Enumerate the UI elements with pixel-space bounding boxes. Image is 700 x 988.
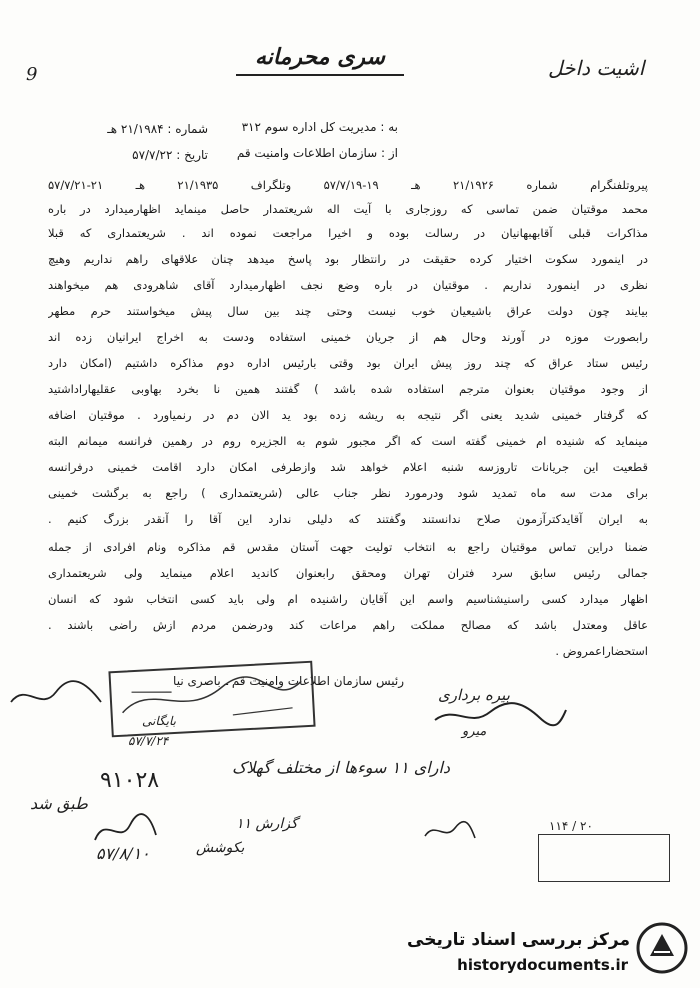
body-line: نظری در اینمورد نداریم . موقتیان در باره وضع نجف اظهارمیدارد آقای شاهرودی هم میخواهند [48, 278, 648, 292]
signature-scribble [430, 700, 570, 730]
body-line: از وجود موقتیان بعنوان مترجم استفاده شده باشد ) گفتند همین نا بخرد بهاوبی عقلیهاراداشتید [48, 382, 648, 396]
box-number: ۲۰ / ۱۱۴ [549, 819, 593, 833]
body-line: استحضاراعمروض . [555, 644, 648, 658]
margin-scribble [6, 672, 106, 722]
body-line: رابصورت موزه در آورند وحال هم از جریان خمینی استفاده ودست به اخراج ایرانیان زده اند [48, 330, 648, 344]
handwritten-note: گزارش ۱۱ [236, 816, 298, 832]
body-line: مینماید که شنیده ام خمینی گفته است که اگر مجبور شوم به الجزیره روم در رهمین فرانسه میمانم البته [48, 434, 648, 448]
stamp-scribble-icon [111, 663, 314, 735]
handwritten-note: بیره برداری [438, 686, 510, 704]
body-line: به ایران آقایدکترآزمون صلاح ندانستند وگفتند که دلیلی ندارد این آقا را آنقدر بزرگ کنیم . [48, 512, 648, 526]
received-stamp [108, 661, 315, 738]
body-line: مذاکرات قبلی آقابهبهانیان در رسالت بوده و اخیرا مراجعت نموده اند . شریعتمداری که قبلا [48, 226, 648, 240]
body-line: بیایند چون دولت عراق باشیعیان خوب نیست وحتی چند بین سال پیش میخواستند حرم مطهر [48, 304, 648, 318]
body-line: در اینمورد سکوت اختیار کرده حقیقت در رانتظار بود پاسخ میدهد چنان علاقهای راهم نداریم وهیچ [48, 252, 648, 266]
handwritten-note: میرو [462, 724, 487, 739]
archive-logo-icon [636, 922, 688, 974]
body-line: قطعیت این جریانات تاروزسه شنبه اعلام خواهد شد وازطرفی امکان دارد اقامت خمینی درفرانسه [48, 460, 648, 474]
body-line: پیروتلفنگرام شماره ۲۱/۱۹۲۶ هـ ۱۹-۵۷/۷/۱۹ وتلگراف ۲۱/۱۹۳۵ هـ ۲۱-۵۷/۷/۲۱ [48, 178, 648, 192]
handwritten-date: ۵۷/۸/۱۰ [96, 844, 150, 863]
body-line: اظهار میدارد کسی راسنیشناسیم واسم این آقایان راشنیده ام ولی باید کسی انتخاب شود که انسان [48, 592, 648, 606]
archive-number: ۹۱۰۲۸ [100, 768, 160, 793]
stamp-date: ۵۷/۷/۲۴ [128, 734, 169, 748]
body-line: رئیس ستاد عراق که چند روز پیش ایران بود وقتی بارئیس اداره دوم مذاکره داشتیم (امکان دارد [48, 356, 648, 370]
header-from: از : سازمان اطلاعات وامنیت قم [236, 146, 398, 160]
handwritten-note: بکوشش [196, 840, 245, 856]
header-to: به : مدیریت کل اداره سوم ۳۱۲ [241, 120, 398, 134]
signatory-title: رئیس سازمان اطلاعات وامنیت قم ـ باصری نیا [173, 674, 404, 688]
header-number: شماره : ۲۱/۱۹۸۴ هـ [107, 122, 208, 136]
mark-scribble [420, 816, 480, 846]
watermark-website: historydocuments.ir [457, 956, 628, 974]
classification-title: سری محرمانه [255, 44, 385, 70]
body-line: عاقل ومعتدل باشد که مصالح مملکت راهم مراعات کند ودرضمن مردم ازش راضی باشند . [48, 618, 648, 632]
body-line: محمد موقتیان ضمن تماسی که روزجاری با آیت اله شریعتمدار حاصل مینماید اظهارمیدارد در باره [48, 202, 648, 216]
archive-box [538, 819, 670, 882]
watermark-org-name: مرکز بررسی اسناد تاریخی [407, 930, 630, 950]
body-line: که گرفتار خمینی شدید یعنی اگر نتیجه به ریشه زده بود ید الان دم در رنمیاورد . موقتیان اضافه [48, 408, 648, 422]
body-line: برای مدت سه ماه تمدید شود ودرمورد نظر جناب عالی (شریعتمداری ) راجع به برگشت خمینی [48, 486, 648, 500]
stamp-label: بایگانی [142, 714, 176, 728]
page-mark: 9 [26, 64, 38, 85]
classification-handwritten: اشیت داخل [548, 56, 645, 80]
body-line: ضمنا دراین تماس موقتیان راجع به انتخاب تولیت جهت آستان مقدس قم مذاکره ونام افرادی از جمله [48, 540, 648, 554]
header-date: تاریخ : ۵۷/۷/۲۲ [132, 148, 208, 162]
handwritten-note: طبق شد [30, 794, 88, 813]
body-line: جمالی رئیس سابق سرد فتران تهران ومحقق رابعنوان کاندید اعلام مینماید ولی شریعتمداری [48, 566, 648, 580]
handwritten-note: دارای ۱۱ سوءها از مختلف گهلاک [232, 758, 451, 777]
title-underline [236, 74, 404, 76]
